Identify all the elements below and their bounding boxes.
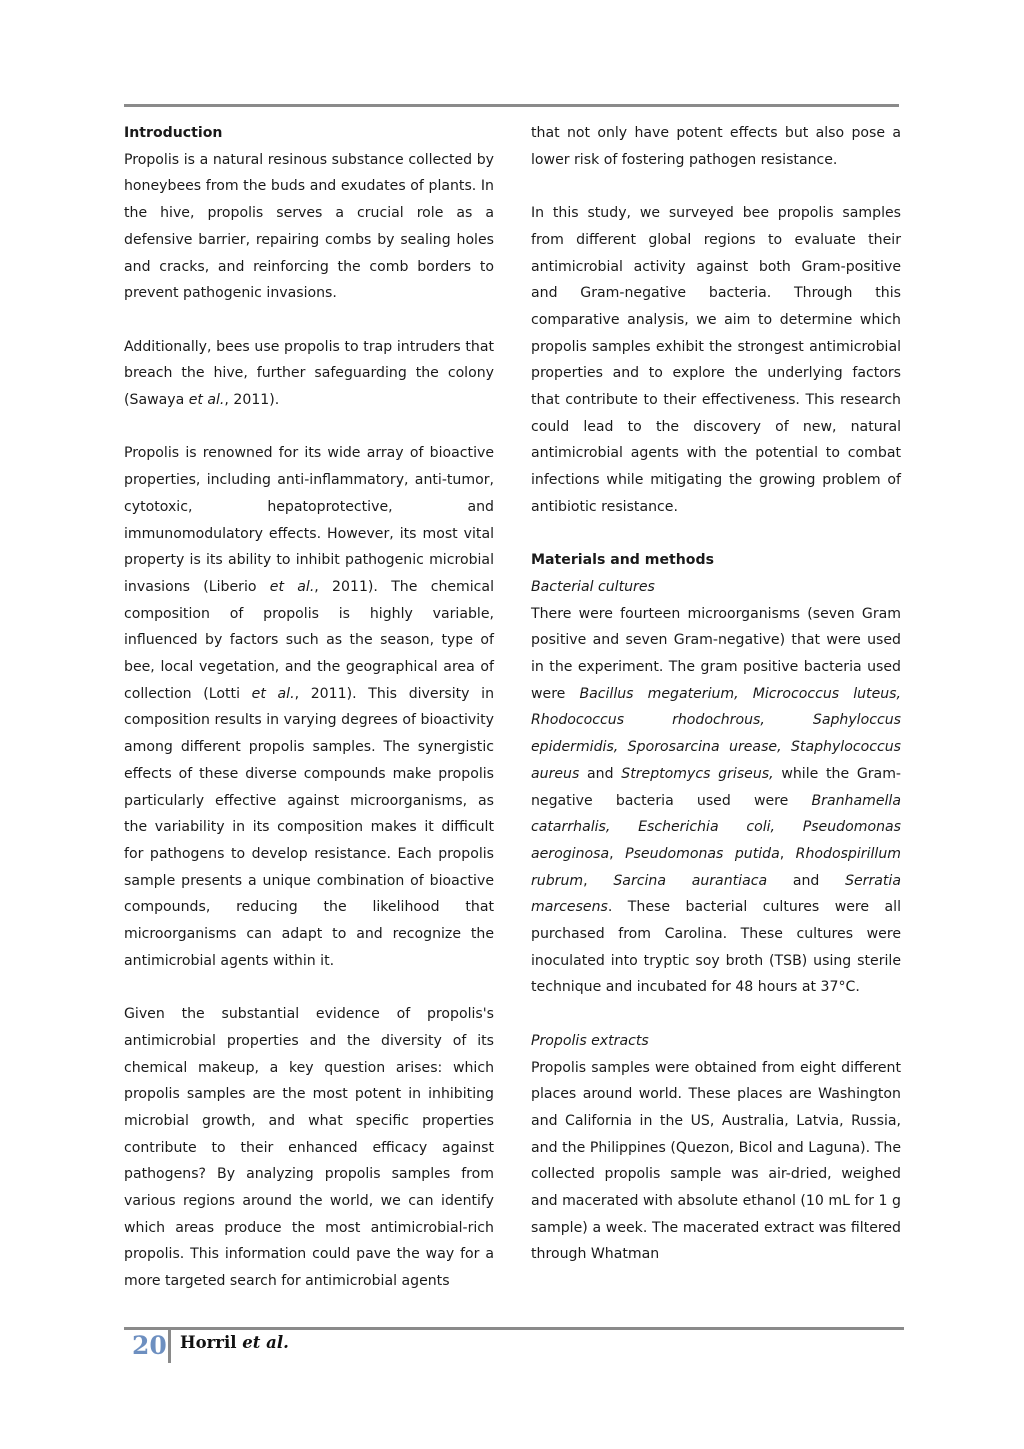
right-column xyxy=(531,120,901,1268)
citation-et-al: et al. xyxy=(188,392,225,409)
text-span: , 2011). xyxy=(224,392,280,409)
species-names: Rhodospirillum rubrum xyxy=(531,845,901,889)
text-span: . These bacterial cultures were all purchased from Carolina. These cultures were inoculated into tryptic soy broth (TSB) using sterile technique and incubated for 48 hours at 37°C. xyxy=(531,899,901,996)
citation-et-al: et al. xyxy=(269,578,315,595)
propolis-extracts-subheading: Propolis extracts xyxy=(531,1032,649,1049)
intro-paragraph-6: In this study, we surveyed bee propolis samples from different global regions to evaluate their antimicrobial activity against both Gram-positive and Gram-negative bacteria. Through this comparative analysis, we aim to determine which propolis samples exhibit the strongest antimicrobial properties and to explore the underlying factors that contribute to their effectiveness. This research could lead to the discovery of new, natural antimicrobial agents with the potential to combat infections while mitigating the growing problem of antibiotic resistance. xyxy=(531,205,901,515)
species-names: Serratia marcesens xyxy=(531,872,901,916)
text-span: Additionally, bees use propolis to trap intruders that breach the hive, further safeguarding the colony (Sawaya xyxy=(124,338,494,409)
citation-et-al: et al. xyxy=(251,685,295,702)
text-span: There were fourteen microorganisms (seven Gram positive and seven Gram-negative) that were used in the experiment. The gram positive bacteria used were xyxy=(531,605,901,702)
paragraph-gap xyxy=(124,414,494,441)
text-span: , 2011). The chemical composition of propolis is highly variable, influenced by factors such as the season, type of bee, local vegetation, and the geographical area of collection (Lotti xyxy=(124,578,494,702)
paragraph-gap xyxy=(531,521,901,548)
intro-paragraph-2 xyxy=(124,334,494,414)
species-names: Streptomycs griseus, xyxy=(621,765,774,782)
text-span: and xyxy=(767,872,846,889)
paragraph-gap xyxy=(124,307,494,334)
text-span: Propolis is renowned for its wide array of bioactive properties, including anti-inflammatory, anti-tumor, cytotoxic, hepatoprotective, and immunomodulatory effects. However, its most vital property is its ability to inhibit pathogenic microbial invasions (Liberio xyxy=(124,445,494,595)
text-span: , xyxy=(583,872,614,889)
bacterial-cultures-subheading: Bacterial cultures xyxy=(531,578,655,595)
introduction-heading: Introduction xyxy=(124,125,223,141)
text-span: , xyxy=(609,845,626,862)
text-span: , xyxy=(779,845,796,862)
species-names: Branhamella catarrhalis, Escherichia coli, Pseudomonas aeroginosa xyxy=(531,792,901,862)
intro-paragraph-5: that not only have potent effects but also pose a lower risk of fostering pathogen resistance. xyxy=(531,125,901,168)
intro-paragraph-3 xyxy=(124,440,494,974)
species-names: Sarcina aurantiaca xyxy=(613,872,768,889)
running-author xyxy=(180,1333,289,1352)
header-rule xyxy=(124,104,899,107)
footer-divider xyxy=(168,1330,171,1363)
left-column xyxy=(124,120,494,1295)
species-names: Bacillus megaterium, Micrococcus luteus, Rhodococcus rhodochrous, Saphyloccus epidermidis, Sporosarcina urease, Staphylococcus aureus xyxy=(531,685,902,782)
paragraph-gap xyxy=(531,173,901,200)
text-span: , 2011). This diversity in composition results in varying degrees of bioactivity among different propolis samples. The synergistic effects of these diverse compounds make propolis particularly effective against microorganisms, as the variability in its composition makes it difficult for pathogens to develop resistance. Each propolis sample presents a unique combination of bioactive compounds, reducing the likelihood that microorganisms can adapt to and recognize the antimicrobial agents within it. xyxy=(124,685,494,969)
materials-methods-heading: Materials and methods xyxy=(531,552,714,569)
propolis-extracts-paragraph: Propolis samples were obtained from eight different places around world. These places are Washington and California in the US, Australia, Latvia, Russia, and the Philippines (Quezon, Bicol and Laguna). The collected propolis sample was air-dried, weighed and macerated with absolute ethanol (10 mL for 1 g sample) a week. The macerated extract was filtered through Whatman xyxy=(531,1059,901,1263)
intro-paragraph-4: Given the substantial evidence of propolis's antimicrobial properties and the diversity of its chemical makeup, a key question arises: which propolis samples are the most potent in inhibiting microbial growth, and what specific properties contribute to their enhanced efficacy against pathogens? By analyzing propolis samples from various regions around the world, we can identify which areas produce the most antimicrobial-rich propolis. This information could pave the way for a more targeted search for antimicrobial agents xyxy=(124,1006,494,1290)
footer-rule xyxy=(124,1327,904,1330)
text-span: while the Gram-negative bacteria used were xyxy=(531,765,902,809)
author-et-al: et al. xyxy=(242,1333,289,1352)
species-names: Pseudomonas putida xyxy=(625,845,780,862)
text-span: and xyxy=(579,765,622,782)
paragraph-gap xyxy=(124,974,494,1001)
paragraph-gap xyxy=(531,1001,901,1028)
author-name: Horril xyxy=(180,1333,243,1352)
page-number: 20 xyxy=(132,1331,167,1360)
bacterial-cultures-paragraph xyxy=(531,601,901,1002)
intro-paragraph-1: Propolis is a natural resinous substance collected by honeybees from the buds and exudates of plants. In the hive, propolis serves a crucial role as a defensive barrier, repairing combs by sealing holes and cracks, and reinforcing the comb borders to prevent pathogenic invasions. xyxy=(124,151,494,302)
